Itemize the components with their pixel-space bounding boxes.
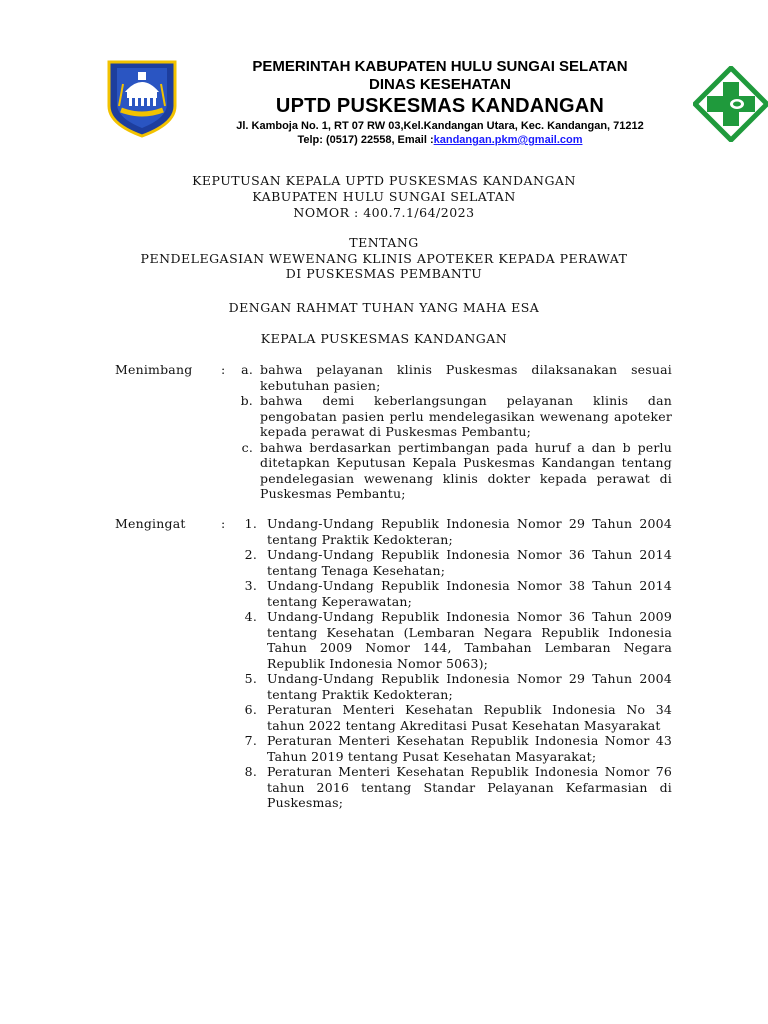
contact-line	[190, 133, 690, 147]
item-number: 1.	[244, 516, 257, 531]
item-text: bahwa pelayanan klinis Puskesmas dilaksanakan sesuai kebutuhan pasien;	[260, 362, 672, 393]
item-number: 5.	[244, 671, 257, 686]
mengingat-item	[237, 609, 672, 671]
email-link[interactable]: kandangan.pkm@gmail.com	[433, 134, 583, 146]
subject-line1: PENDELEGASIAN WEWENANG KLINIS APOTEKER KEPADA PERAWAT	[140, 251, 628, 266]
item-number: 4.	[244, 609, 257, 624]
item-text: Undang-Undang Republik Indonesia Nomor 36 Tahun 2009 tentang Kesehatan (Lembaran Negara Republik Indonesia Tahun 2009 Nomor 144, Tambahan Lembaran Negara Republik Indonesia Nomor 5063);	[267, 609, 672, 671]
item-number: 3.	[244, 578, 257, 593]
address-line: Jl. Kamboja No. 1, RT 07 RW 03,Kel.Kandangan Utara, Kec. Kandangan, 71212	[236, 120, 644, 132]
menimbang-colon: :	[221, 362, 226, 377]
letterhead	[190, 58, 690, 147]
mengingat-section	[115, 516, 675, 846]
mengingat-item	[237, 702, 672, 733]
item-text: Undang-Undang Republik Indonesia Nomor 36 Tahun 2014 tentang Tenaga Kesehatan;	[267, 547, 672, 578]
institution-name: UPTD PUSKESMAS KANDANGAN	[275, 95, 605, 117]
item-number: 2.	[244, 547, 257, 562]
item-text: Peraturan Menteri Kesehatan Republik Indonesia Nomor 43 Tahun 2019 tentang Pusat Kesehatan Masyarakat;	[267, 733, 672, 764]
item-text: Undang-Undang Republik Indonesia Nomor 38 Tahun 2014 tentang Keperawatan;	[267, 578, 672, 609]
item-text: Peraturan Menteri Kesehatan Republik Indonesia Nomor 76 tahun 2016 tentang Standar Pelayanan Kefarmasian di Puskesmas;	[267, 764, 672, 810]
item-mark: b.	[240, 393, 253, 408]
item-text: bahwa berdasarkan pertimbangan pada huruf a dan b perlu ditetapkan Keputusan Kepala Puskesmas Kandangan tentang pendelegasian wewenang klinis dokter kepada perawat di Puskesmas Pembantu;	[260, 439, 672, 501]
item-text: bahwa demi keberlangsungan pelayanan klinis dan pengobatan pasien perlu mendelegasikan wewenang apoteker kepada perawat di Puskesmas Pembantu;	[260, 393, 672, 439]
blessing-line: DENGAN RAHMAT TUHAN YANG MAHA ESA	[228, 300, 540, 315]
mengingat-item	[237, 516, 672, 547]
mengingat-item	[237, 733, 672, 764]
menimbang-section	[115, 362, 675, 502]
phone-text: Telp: (0517) 22558, Email :	[297, 134, 434, 146]
mengingat-item	[237, 764, 672, 811]
issuer-line: KEPALA PUSKESMAS KANDANGAN	[260, 331, 508, 346]
regency-crest-icon	[105, 58, 179, 138]
menimbang-label: Menimbang	[115, 362, 193, 377]
item-number: 7.	[244, 733, 257, 748]
item-number: 8.	[244, 764, 257, 779]
government-name: PEMERINTAH KABUPATEN HULU SUNGAI SELATAN	[252, 58, 628, 75]
menimbang-item	[237, 393, 672, 440]
item-number: 6.	[244, 702, 257, 717]
decision-title-line1: KEPUTUSAN KEPALA UPTD PUSKESMAS KANDANGAN	[192, 173, 576, 188]
puskesmas-cross-icon	[693, 66, 768, 142]
subject-line2: DI PUSKESMAS PEMBANTU	[285, 266, 483, 281]
mengingat-label: Mengingat	[115, 516, 186, 531]
mengingat-colon: :	[221, 516, 226, 531]
item-text: Peraturan Menteri Kesehatan Republik Indonesia No 34 tahun 2022 tentang Akreditasi Pusat Kesehatan Masyarakat	[267, 702, 672, 733]
menimbang-item	[237, 362, 672, 393]
mengingat-item	[237, 671, 672, 702]
item-text: Undang-Undang Republik Indonesia Nomor 29 Tahun 2004 tentang Praktik Kedokteran;	[267, 516, 672, 547]
department-name: DINAS KESEHATAN	[369, 76, 511, 93]
menimbang-list	[237, 362, 672, 502]
mengingat-item	[237, 578, 672, 609]
mengingat-list	[237, 516, 672, 811]
item-mark: c.	[241, 439, 253, 455]
menimbang-item	[237, 440, 672, 502]
item-mark: a.	[241, 362, 253, 377]
mengingat-item	[237, 547, 672, 578]
tentang-heading: TENTANG	[349, 235, 419, 250]
decision-title-line2: KABUPATEN HULU SUNGAI SELATAN	[252, 189, 516, 204]
decision-number: NOMOR : 400.7.1/64/2023	[293, 205, 475, 220]
item-text: Undang-Undang Republik Indonesia Nomor 29 Tahun 2004 tentang Praktik Kedokteran;	[267, 671, 672, 702]
